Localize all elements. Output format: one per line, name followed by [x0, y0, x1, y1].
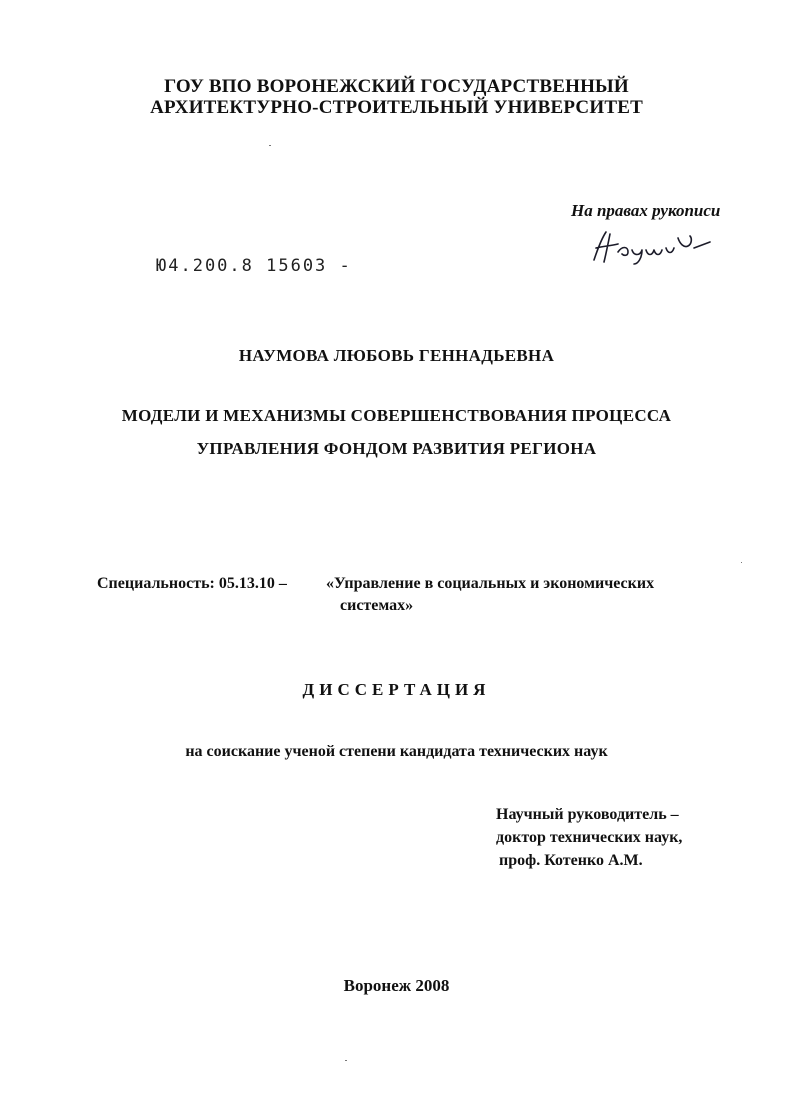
- institution-name-line-2: АРХИТЕКТУРНО-СТРОИТЕЛЬНЫЙ УНИВЕРСИТЕТ: [150, 97, 643, 118]
- specialty-code-label: Специальность: 05.13.10 –: [97, 575, 287, 592]
- degree-description: на соискание ученой степени кандидата технических наук: [185, 743, 608, 760]
- handwritten-signature: [588, 226, 718, 266]
- supervisor-role: Научный руководитель –: [496, 806, 679, 823]
- manuscript-rights-note: На правах рукописи: [571, 201, 721, 220]
- scan-speck: [345, 1060, 347, 1061]
- supervisor-degree: доктор технических наук,: [496, 829, 683, 846]
- dissertation-title-line-2: УПРАВЛЕНИЯ ФОНДОМ РАЗВИТИЯ РЕГИОНА: [196, 439, 597, 458]
- supervisor-name: проф. Котенко А.М.: [499, 852, 643, 869]
- scan-speck: [741, 562, 742, 563]
- author-name: НАУМОВА ЛЮБОВЬ ГЕННАДЬЕВНА: [238, 346, 555, 365]
- dissertation-title-line-1: МОДЕЛИ И МЕХАНИЗМЫ СОВЕРШЕНСТВОВАНИЯ ПРОЦЕССА: [121, 406, 672, 425]
- registration-stamp-number: Ю4.200.8 15603 -: [156, 256, 352, 276]
- city-and-year: Воронеж 2008: [343, 976, 450, 995]
- specialty-name-line-1: «Управление в социальных и экономических: [326, 575, 655, 592]
- scan-speck: [269, 145, 271, 146]
- institution-name-line-1: ГОУ ВПО ВОРОНЕЖСКИЙ ГОСУДАРСТВЕННЫЙ: [164, 76, 629, 97]
- work-type-heading: ДИССЕРТАЦИЯ: [302, 680, 491, 699]
- specialty-name-line-2: системах»: [340, 597, 414, 614]
